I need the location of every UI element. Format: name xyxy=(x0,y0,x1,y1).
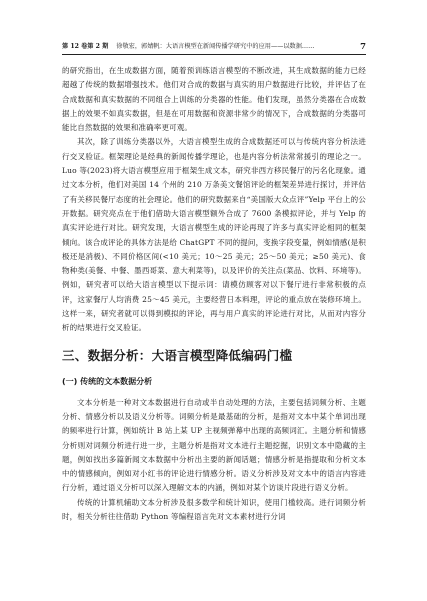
running-header xyxy=(62,40,366,55)
paragraph: 的研究指出，在生成数据方面，随着预训练语言模型的不断改进，其生成数据的能力已经超越了传统的数据增强技术。他们对合成的数据与真实的用户数据进行比较，并评估了在合成数据和真实数据的不同组合上训练的分类器的性能。他们发现，虽然分类器在合成数据上的效果不如真实数据，但是在可用数据和资源非常少的情况下，合成数据的分类器可能比自然数据的效果和准确率更可观。 xyxy=(62,66,366,133)
paragraph: 其次，除了训练分类器以外，大语言模型生成的合成数据还可以与传统内容分析法进行交叉验证。框架理论是经典的新闻传播学理论，也是内容分析法常常援引的理论之一。Luo 等(2023)将大语言模型应用于框架生成文本，研究非西方移民餐厅的污名化现象。通过文本分析，他们对美国 14 个州的 210 万条美文餐馆评论的框架差异进行探讨，并评估了有关移民餐厅态度的社会理论。他们的研究数据来自“美国版大众点评”Yelp 平台上的公开数据。研究亮点在于他们借助大语言模型额外合成了 7600 条模拟评论，并与 Yelp 的真实评论进行对比。研究发现，大语言模型生成的评论再现了许多与真实评论相同的框架倾向。该合成评论的具体方法是给 ChatGPT 不同的提问，变换字段变量，例如情感(是积极还是消极)、不同价格区间(<10 美元；10～25 美元；25～50 美元；≥50 美元)、食物种类(美餐、中餐、墨西哥菜、意大利菜等)，以及评价的关注点(菜品、饮料、环境等)。例如，研究者可以给大语言模型以下提示词：请模仿顾客对以下餐厅进行非常积极的点评，这家餐厅人均消费 25～45 美元，主要经营日本料理，评论的重点放在装修环境上。这样一来，研究者就可以得到模拟的评论，再与用户真实的评论进行对比，从而对内容分析的结果进行交叉验证。 xyxy=(62,137,366,333)
journal-issue: 第 12 卷第 2 期 xyxy=(62,43,109,50)
subsection-heading: (一) 传统的文本数据分析 xyxy=(62,376,153,386)
paragraph: 文本分析是一种对文本数据进行自动或半自动处理的方法，主要包括词频分析、主题分析、情感分析以及语义分析等。词频分析是最基础的分析，是指对文本中某个单词出现的频率进行计算，例如统计 B 站上某 UP 主视频弹幕中出现的高频词汇。主题分析和情感分析则对词频分析进行进一步，主题分析是指对文本进行主题挖掘，识别文本中隐藏的主题，例如找出多篇新闻文本数据中分析出主要的新闻话题；情感分析是指提取和分析文本中的情感倾向，例如对小红书的评论进行情感分析。语义分析涉及对文本中的语言内容进行分析，通过语义分析可以深入理解文本的内涵，例如对某个访谈片段进行语义分析。 xyxy=(62,397,366,493)
paragraph: 传统的计算机辅助文本分析涉及很多数学和统计知识，使用门槛较高。进行词频分析时，相关分析往往借助 Python 等编程语言先对文本素材进行分词 xyxy=(62,497,366,522)
running-title: 徐敬宏，郭婧帆：大语言模型在新闻传播学研究中的应用——以数据…… xyxy=(116,43,315,50)
page-body xyxy=(62,64,366,524)
page-number: 7 xyxy=(360,42,366,52)
section-heading: 三、数据分析：大语言模型降低编码门槛 xyxy=(62,347,293,363)
